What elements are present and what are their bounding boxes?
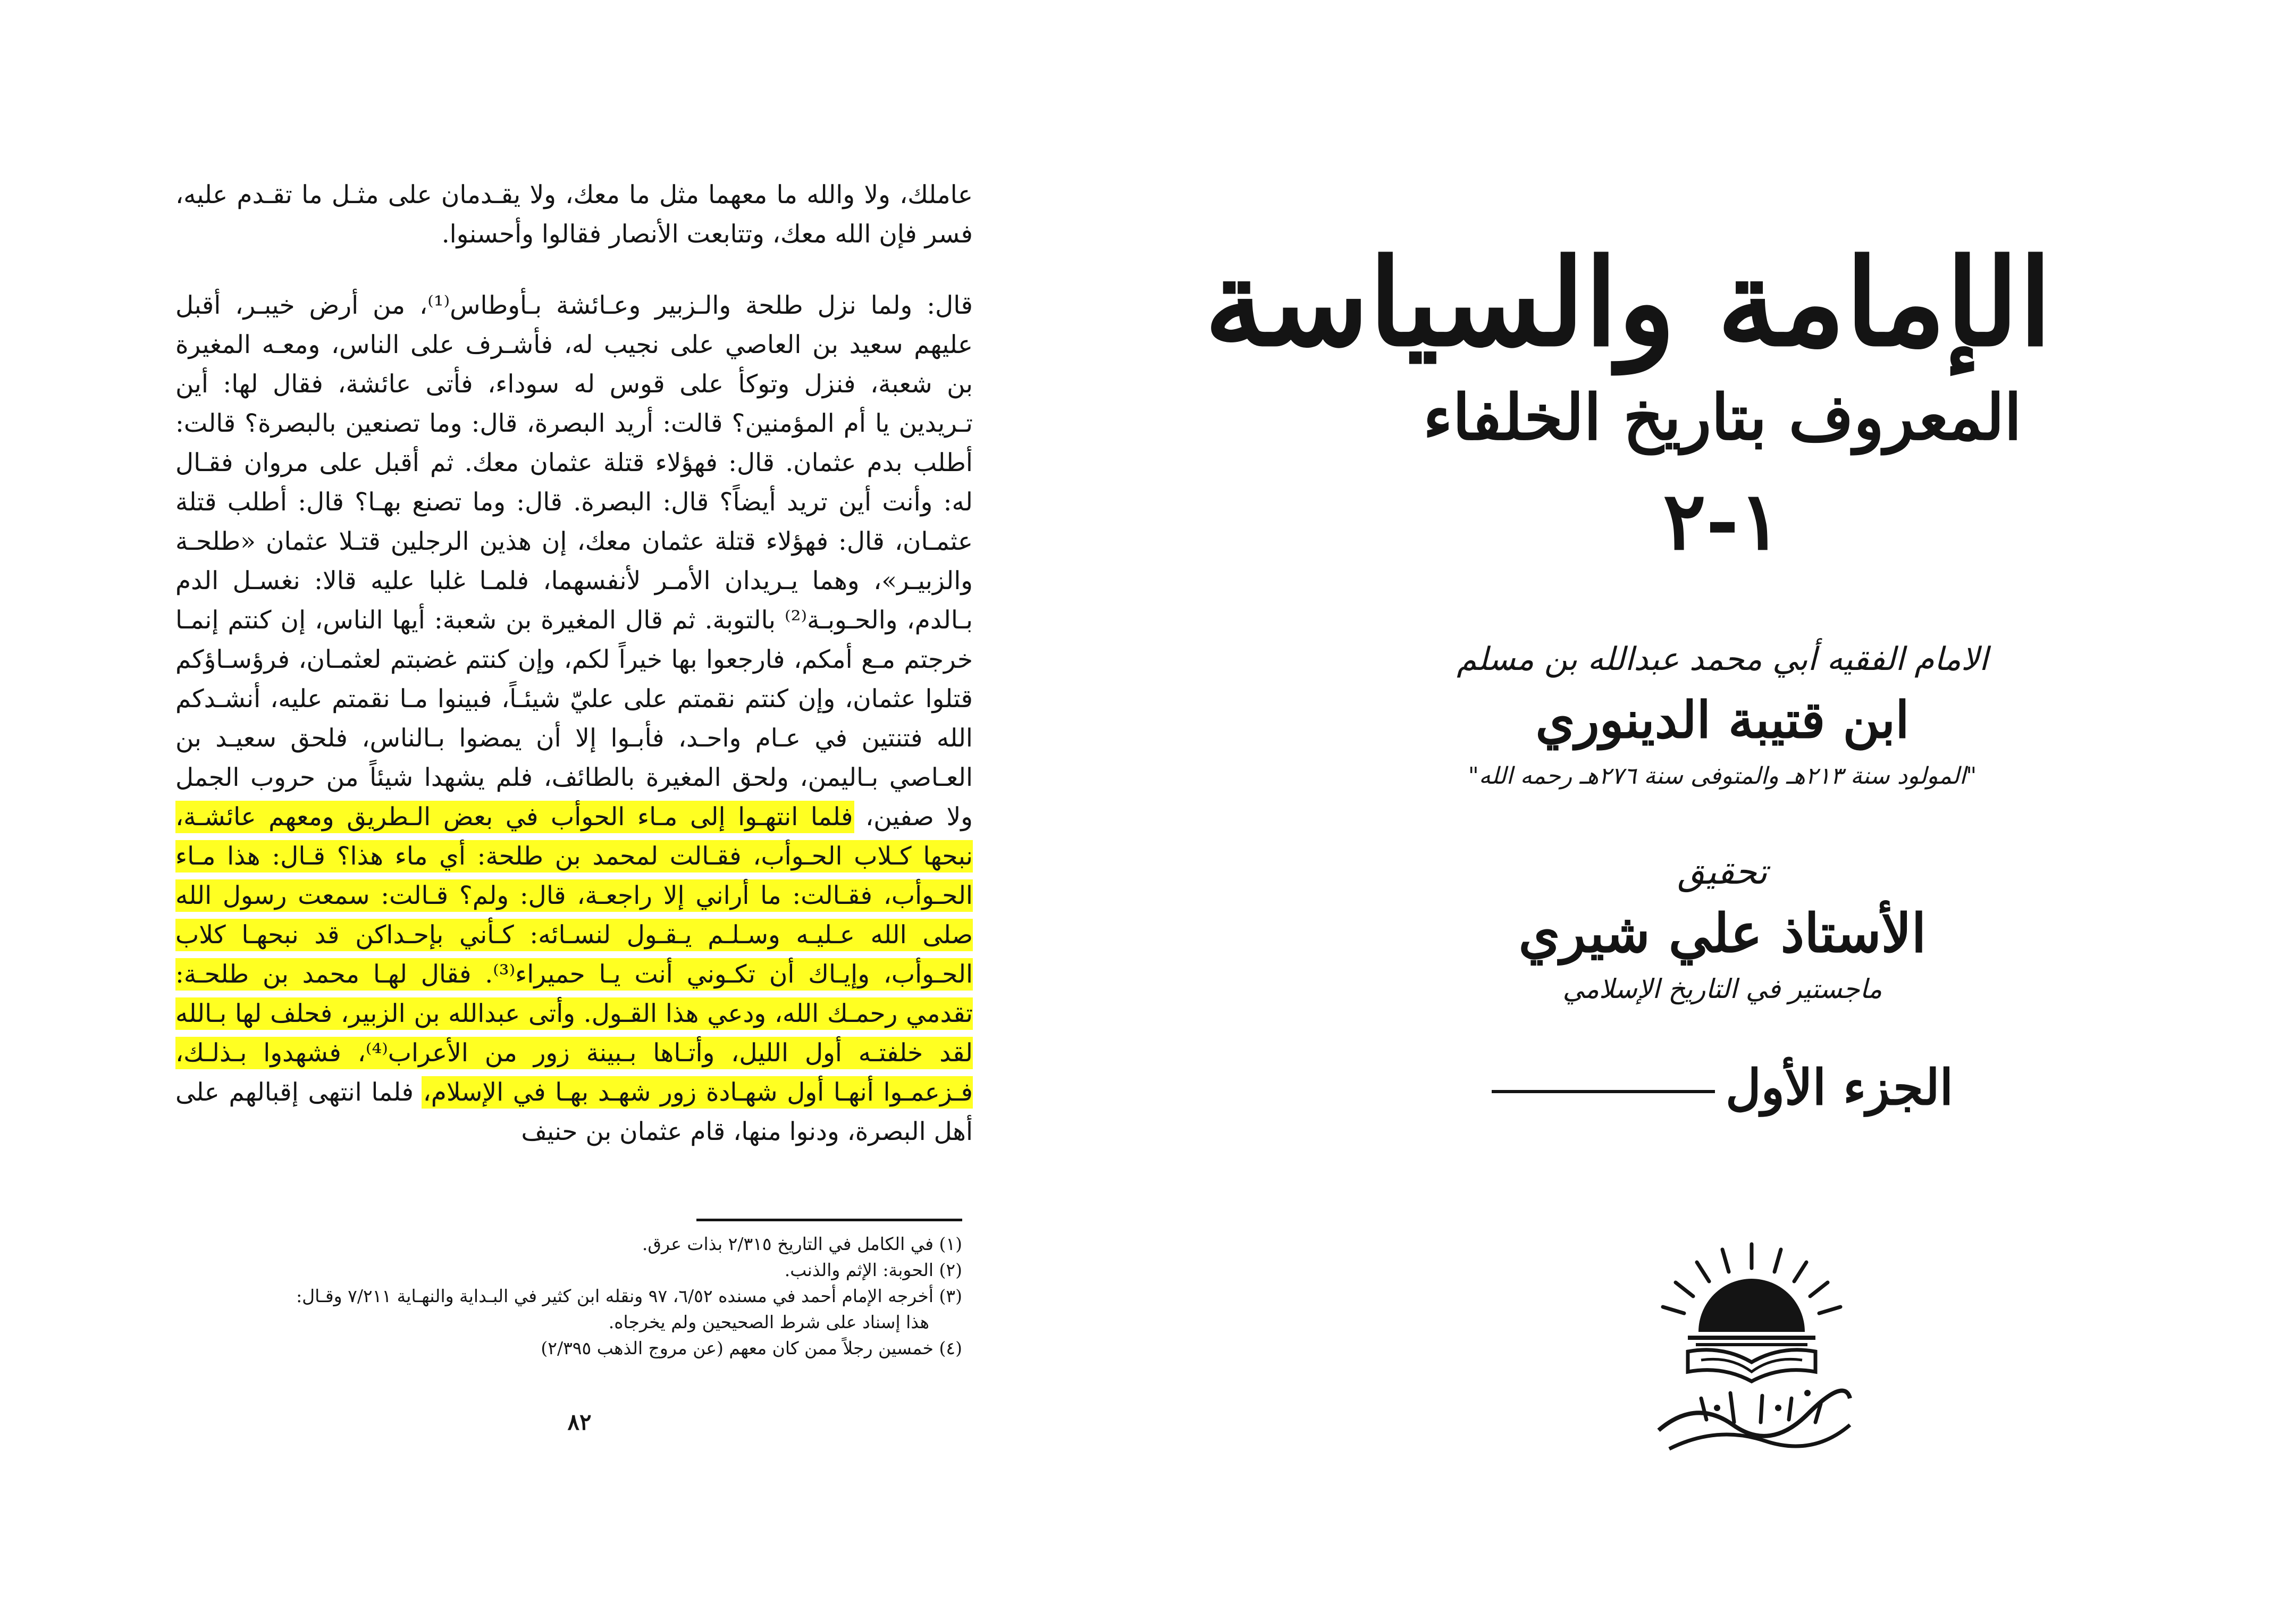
footnote-number: (٣) [939,1286,962,1306]
footnote-2 [175,1257,962,1283]
footnote-divider [696,1219,962,1221]
page-number: ٨٢ [567,1409,592,1435]
footnote-3 [175,1283,962,1309]
body-text [175,175,973,1152]
editor-name: الأستاذ علي شيري [1518,902,1927,964]
text-segment: فلما انتهى إقبالهم على أهل البصرة، ودنوا منها، قام عثمان بن حنيف [175,1078,973,1146]
tahqiq-label: تحقيق [1677,851,1768,892]
parts-number: ١-٢ [1663,474,1782,568]
volume-flourish [1492,1090,1715,1093]
paragraph-1 [175,175,973,254]
footnotes [175,1231,962,1361]
author-prefix: الامام الفقيه أبي محمد عبدالله بن مسلم [1457,641,1988,678]
author-name: ابن قتيبة الدينوري [1535,691,1910,750]
footnote-text: الحوبة: الإثم والذنب. [784,1260,934,1280]
footnote-number: (٤) [939,1338,962,1358]
publisher-logo-icon [1637,1239,1866,1462]
footnote-text: خمسين رجلاً ممن كان معهم (عن مروج الذهب ٢/٣٩٥) [541,1338,934,1358]
footnote-4 [175,1335,962,1361]
highlighted-passage[interactable]: فلما انتهـوا إلى مـاء الحوأب في بعض الـطريق ومعهم عائشـة، نبحها كـلاب الحـوأب، فقـالت لمحمد بن طلحة: أي ماء هذا؟ قـال: هذا مـاء الحـوأب، فقـالت: ما أراني إلا راجعـة، قال: ولم؟ قـالت: سمعت رسول الله صلى الله عـليـه وسـلـم يـقـول لنسـائه: كـأني بإحـداكن قد نبحهـا كلاب الحـوأب، وإيـاك أن تكـوني أنت يـا حميراء⁽³⁾. فقال لهـا محمد بن طلحـة: تقدمي رحمـك الله، ودعي هذا القـول. وأتى عبدالله بن الزبير، فحلف لها بـالله لقد خلفتـه أول الليل، وأتـاها بـبينة زور من الأعراب⁽⁴⁾، فشهدوا بـذلـك، فـزعمـوا أنهـا أول شهـادة زور شهـد بهـا في الإسلام، [175,802,973,1107]
text-segment: قال: ولما نزل طلحة والـزبير وعـائشة بـأوطاس⁽¹⁾، من أرض خيبـر، أقبل عليهم سعيد بن العاصي على نجيب له، فأشـرف على الناس، ومعـه المغيرة بن شعبة، فنزل وتوكأ على قوس له سوداء، فأتى عائشة، فقال لها: أين تـريدين يا أم المؤمنين؟ قالت: أريد البصرة، قال: وما تصنعين بالبصرة؟ قالت: أطلب بدم عثمان. قال: فهؤلاء قتلة عثمان معك. ثم أقبل على مروان فقـال له: وأنت أين تريد أيضاً؟ قال: البصرة. قال: وما تصنع بهـا؟ قال: أطلب قتلة عثمـان، قال: فهؤلاء قتلة عثمان معك، إن هذين الرجلين قتـلا عثمان «طلحـة والزبيـر»، وهما يـريدان الأمـر لأنفسهما، فلمـا غلبا عليه قالا: نغسـل الدم بـالدم، والحـوبـة⁽²⁾ بالتوبة. ثم قال المغيرة بن شعبة: أيها الناس، إن كنتم إنمـا خرجتم مـع أمكم، فارجعوا بها خيراً لكم، وإن كنتم غضبتم لعثمـان، فرؤسـاؤكم قتلوا عثمان، وإن كنتم نقمتم على عليّ شيئـاً، فبينوا مـا نقمتم عليه، أنشـدكم الله فتنتين في عـام واحـد، فأبـوا إلا أن يمضوا بـالناس، فلحق سعيـد بن العـاصي بـاليمن، ولحق المغيرة بالطائف، فلم يشهدا شيئاً من حروب الجمل ولا صفين، [175,291,973,832]
volume-text: الجزء الأول [1725,1059,1954,1116]
title-page [1204,223,2052,1122]
author-dates: "المولود سنة ٢١٣هـ والمتوفى سنة ٢٧٦هـ رحمه الله" [1468,762,1977,790]
book-subtitle: المعروف بتاريخ الخلفاء [1423,380,2022,454]
editor-title: ماجستير في التاريخ الإسلامي [1562,974,1882,1004]
book-title: الإمامة والسياسة [1204,233,2052,373]
footnote-text: في الكامل في التاريخ ٢/٣١٥ بذات عرق. [642,1234,934,1254]
footnote-3-continued: هذا إسناد على شرط الصحيحين ولم يخرجاه. [608,1312,929,1332]
footnote-number: (٢) [939,1260,962,1280]
volume-label [1393,1053,2052,1122]
footnote-number: (١) [939,1234,962,1254]
footnote-text: أخرجه الإمام أحمد في مسنده ٦/٥٢، ٩٧ ونقله ابن كثير في البـداية والنهـاية ٧/٢١١ وقـال: [296,1286,934,1306]
text-segment: عاملك، ولا والله ما معهما مثل ما معك، ولا يقـدمان على مثـل ما تقـدم عليه، فسر فإن الله معك، وتتابعت الأنصار فقالوا وأحسنوا. [175,180,973,249]
footnote-1 [175,1231,962,1257]
paragraph-2 [175,286,973,1152]
